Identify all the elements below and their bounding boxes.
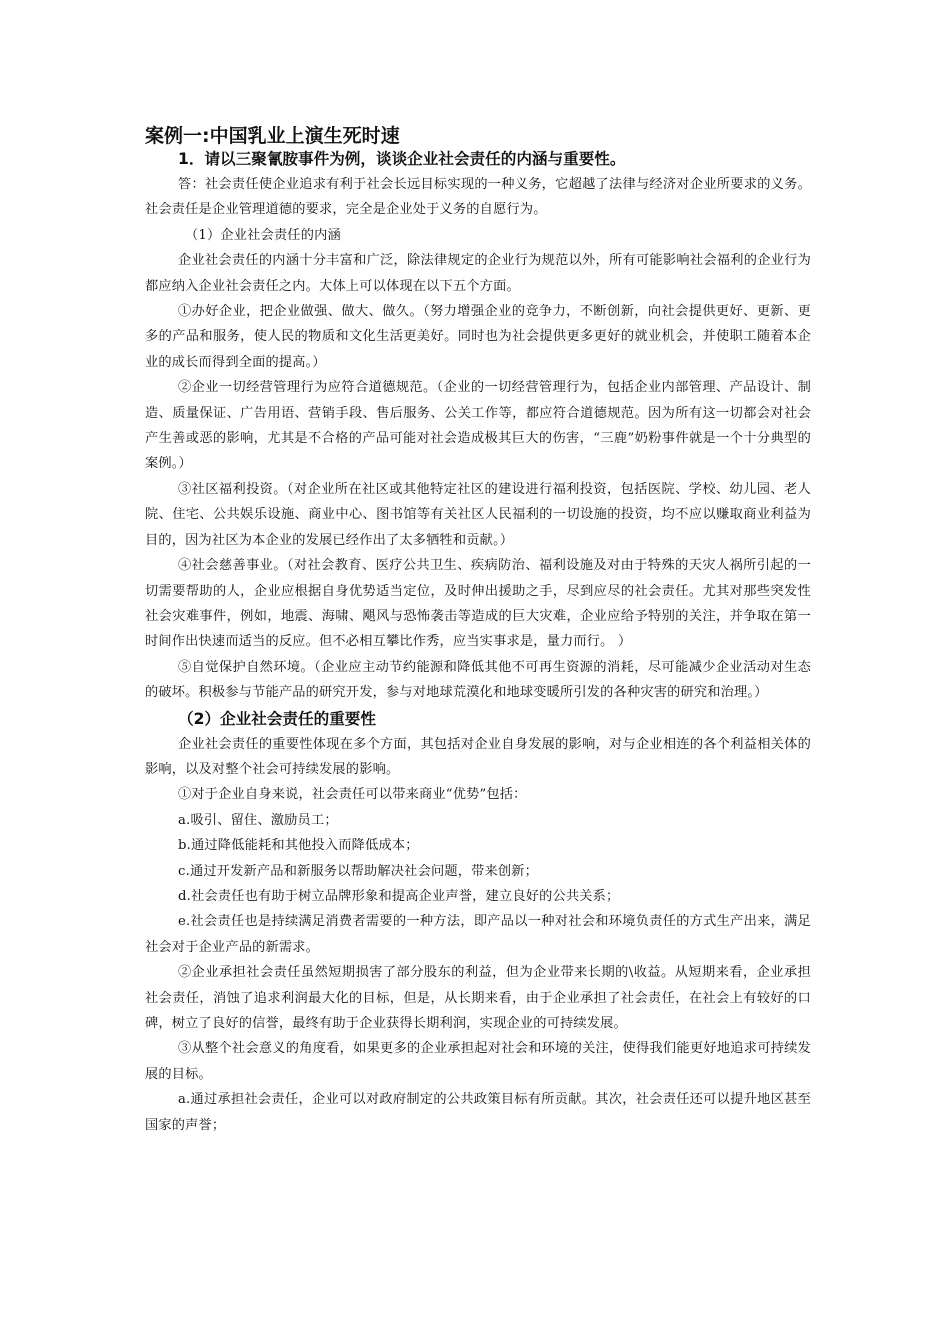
question-heading: 1．请以三聚氰胺事件为例，谈谈企业社会责任的内涵与重要性。: [178, 150, 626, 168]
section2-heading: （2）企业社会责任的重要性: [178, 709, 376, 728]
section2-point-2: ②企业承担社会责任虽然短期损害了部分股东的利益，但为企业带来长期的\收益。从短期来看，企业承担社会责任，消蚀了追求利润最大化的目标，但是，从长期来看，由于企业承担了社会责任，在社会上有较好的口碑，树立了良好的信誉，最终有助于企业获得长期利润，实现企业的可持续发展。: [145, 965, 811, 1031]
section1-point-2: ②企业一切经营管理行为应符合道德规范。（企业的一切经营管理行为，包括企业内部管理、产品设计、制造、质量保证、广告用语、营销手段、售后服务、公关工作等，都应符合道德规范。因为所有这一切都会对社会产生善或恶的影响，尤其是不合格的产品可能对社会造成极其巨大的伤害，“三鹿”奶粉事件就是一个十分典型的案例。）: [145, 380, 811, 472]
section2-intro: 企业社会责任的重要性体现在多个方面，其包括对企业自身发展的影响，对与企业相连的各个利益相关体的影响，以及对整个社会可持续发展的影响。: [145, 736, 811, 777]
list-item-a: a.吸引、留住、激励员工；: [178, 812, 338, 828]
section1-point-4: ④社会慈善事业。（对社会教育、医疗公共卫生、疾病防治、福利设施及对由于特殊的天灾人祸所引起的一切需要帮助的人，企业应根据自身优势适当定位，及时伸出援助之手，尽到应尽的社会责任。尤其对那些突发性社会灾难事件，例如，地震、海啸、飓风与恐怖袭击等造成的巨大灾难，企业应给予特别的关注，并争取在第一时间作出快速而适当的反应。但不必相互攀比作秀，应当实事求是，量力而行。 ）: [145, 558, 811, 650]
list-item-d: d.社会责任也有助于树立品牌形象和提高企业声誉，建立良好的公共关系；: [178, 888, 620, 904]
section1-intro: 企业社会责任的内涵十分丰富和广泛，除法律规定的企业行为规范以外，所有可能影响社会福利的企业行为都应纳入企业社会责任之内。大体上可以体现在以下五个方面。: [145, 253, 811, 294]
answer-intro: 答：社会责任使企业追求有利于社会长远目标实现的一种义务，它超越了法律与经济对企业所要求的义务。社会责任是企业管理道德的要求，完全是企业处于义务的自愿行为。: [145, 177, 811, 218]
list-item-e: e.社会责任也是持续满足消费者需要的一种方法，即产品以一种对社会和环境负责任的方式生产出来，满足社会对于企业产品的新需求。: [145, 914, 811, 955]
section2-point-3-a: a.通过承担社会责任，企业可以对政府制定的公共政策目标有所贡献。其次，社会责任还可以提升地区甚至国家的声誉；: [145, 1092, 811, 1133]
list-item-b: b.通过降低能耗和其他投入而降低成本；: [178, 838, 419, 854]
case-title: 案例一:中国乳业上演生死时速: [145, 125, 400, 147]
section2-point-3: ③从整个社会意义的角度看，如果更多的企业承担起对社会和环境的关注，使得我们能更好地追求可持续发展的目标。: [145, 1041, 811, 1082]
section1-point-5: ⑤自觉保护自然环境。（企业应主动节约能源和降低其他不可再生资源的消耗，尽可能减少企业活动对生态的破坏。积极参与节能产品的研究开发，参与对地球荒漠化和地球变暖所引发的各种灾害的研究和治理。）: [145, 659, 811, 701]
section2-point-1: ①对于企业自身来说，社会责任可以带来商业“优势”包括：: [178, 787, 527, 803]
section1-point-3: ③社区福利投资。（对企业所在社区或其他特定社区的建设进行福利投资，包括医院、学校、幼儿园、老人院、住宅、公共娱乐设施、商业中心、图书馆等有关社区人民福利的一切设施的投资，均不应以赚取商业利益为目的，因为社区为本企业的发展已经作出了太多牺牲和贡献。）: [145, 481, 811, 548]
section1-heading: （1）企业社会责任的内涵: [185, 227, 341, 243]
list-item-c: c.通过开发新产品和新服务以帮助解决社会问题，带来创新；: [178, 863, 539, 879]
document-body: [145, 124, 811, 1138]
section1-point-1: ①办好企业，把企业做强、做大、做久。（努力增强企业的竞争力，不断创新，向社会提供更好、更新、更多的产品和服务，使人民的物质和文化生活更美好。同时也为社会提供更多更好的就业机会，并使职工随着本企业的成长而得到全面的提高。）: [145, 304, 811, 370]
